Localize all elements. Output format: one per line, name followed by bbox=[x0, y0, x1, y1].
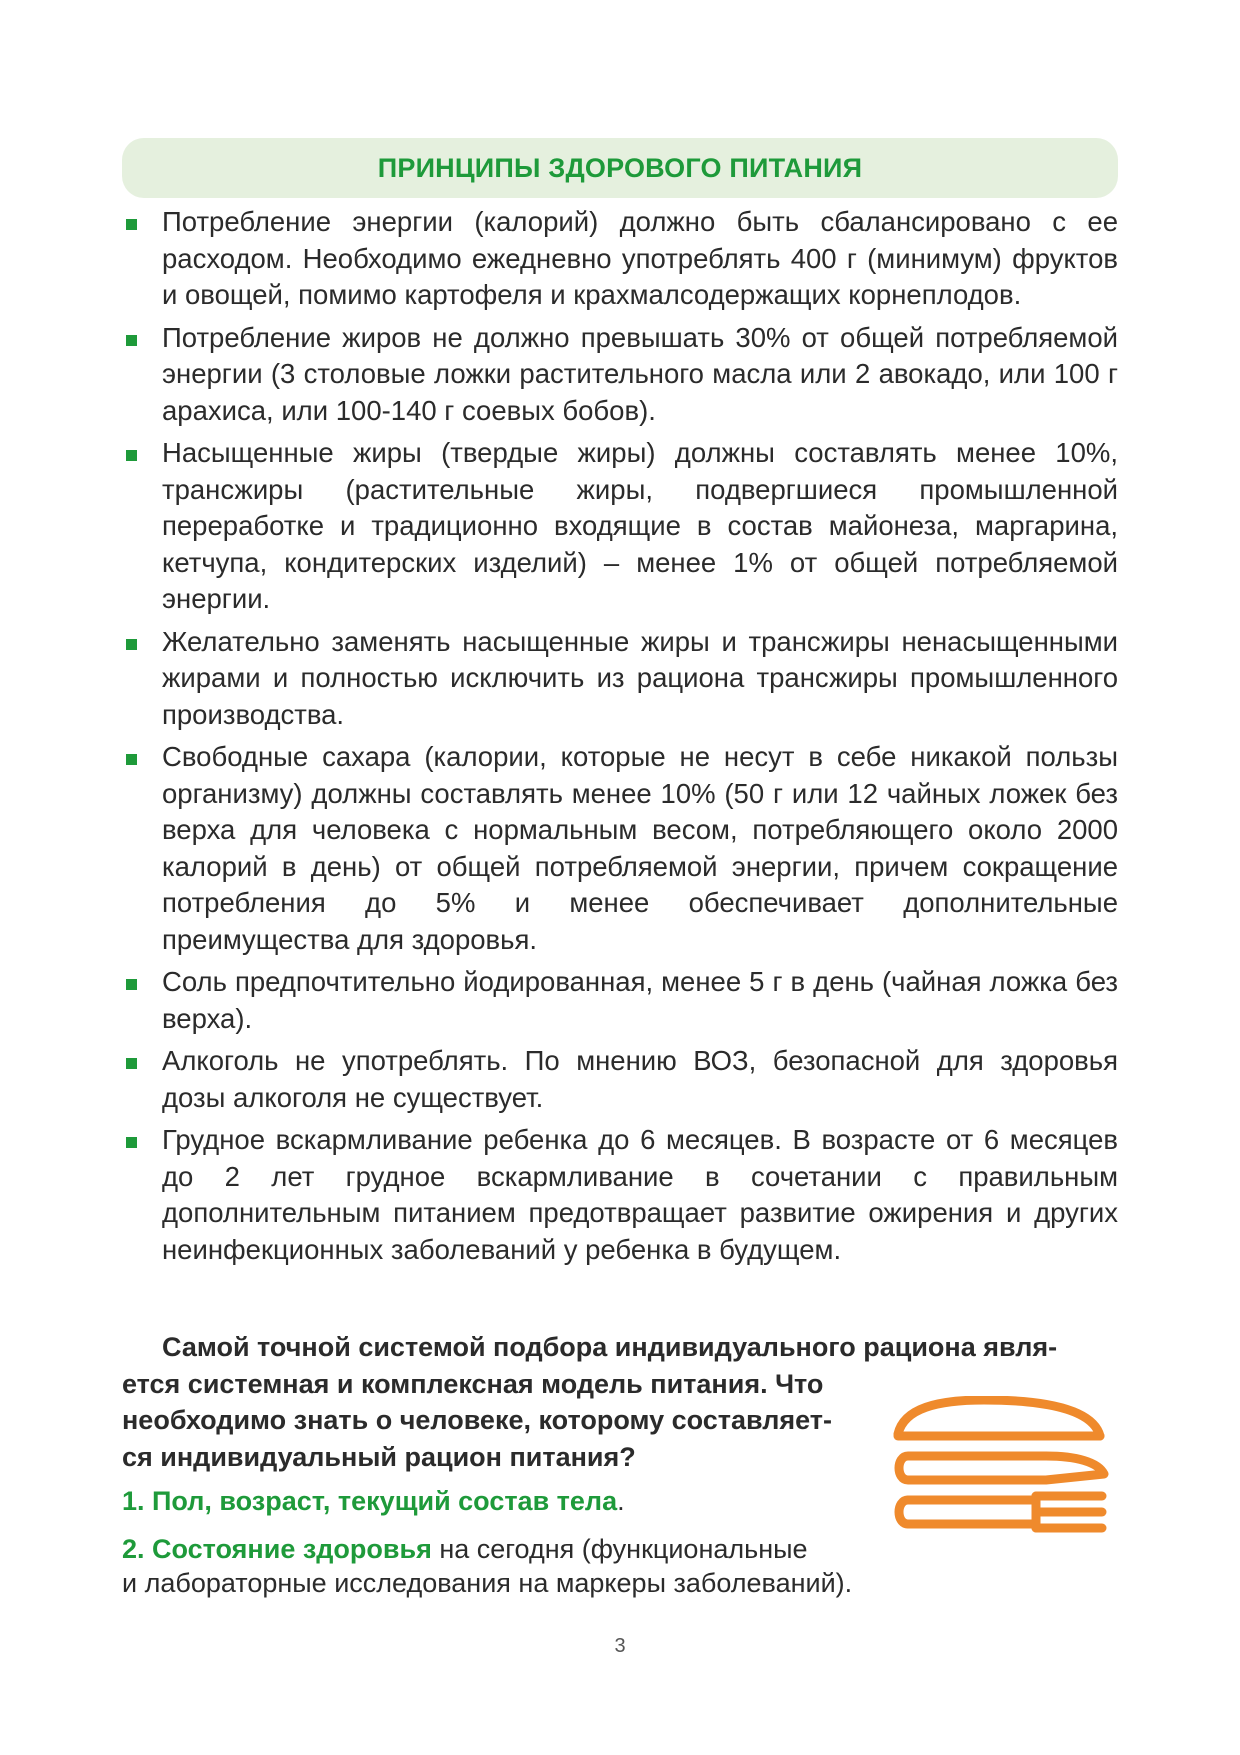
info-point-highlight: 1. Пол, возраст, текущий состав тела bbox=[122, 1486, 618, 1516]
list-item-text: Потребление энергии (калорий) должно быть сбалансировано с ее расходом. Необходимо ежедневно употреблять 400 г (минимум) фруктов и овощей, помимо картофеля и крахмалсодержащих корнеплодов. bbox=[162, 206, 1118, 310]
list-item-text: Потребление жиров не должно превышать 30% от общей потребляемой энергии (3 столовые ложки растительного масла или 2 авокадо, или 100 г арахиса, или 100-140 г соевых бобов). bbox=[162, 321, 1118, 426]
intro-line: ся индивидуальный рацион питания? bbox=[122, 1441, 636, 1472]
list-item bbox=[122, 964, 1118, 1037]
square-bullet-icon bbox=[126, 1137, 137, 1148]
list-item bbox=[122, 1043, 1118, 1116]
list-item-text: Насыщенные жиры (твердые жиры) должны составлять менее 10%, трансжиры (растительные жиры, подвергшиеся промышленной переработке и традиционно входящие в состав майонеза, маргарина, кетчупа, кондитерских изделий) – менее 1% от общей потребляемой энергии. bbox=[162, 437, 1118, 614]
list-item-text: Алкоголь не употреблять. По мнению ВОЗ, безопасной для здоровья дозы алкоголя не существует. bbox=[162, 1045, 1118, 1113]
list-item bbox=[122, 1122, 1118, 1268]
info-point-text: и лабораторные исследования на маркеры заболеваний). bbox=[122, 1568, 853, 1598]
square-bullet-icon bbox=[126, 1058, 137, 1069]
list-item-text: Свободные сахара (калории, которые не несут в себе никакой пользы организму) должны составлять менее 10% (50 г или 12 чайных ложек без верха для человека с нормальным весом, потребляющего около 2000 калорий в день) от общей потребляемой энергии, причем сокращение потребления до 5% и менее обеспечивает дополнительные преимущества для здоровья. bbox=[162, 741, 1118, 955]
info-point-highlight: 2. Состояние здоровья bbox=[122, 1534, 432, 1564]
intro-line: необходимо знать о человеке, которому составляет- bbox=[122, 1405, 833, 1435]
info-point-text: . bbox=[617, 1486, 625, 1516]
intro-line: Самой точной системой подбора индивидуального рациона явля- bbox=[162, 1332, 1058, 1362]
list-item-text: Соль предпочтительно йодированная, менее 5 г в день (чайная ложка без верха). bbox=[162, 966, 1118, 1034]
list-item bbox=[122, 204, 1118, 314]
square-bullet-icon bbox=[126, 450, 137, 461]
section-header bbox=[122, 138, 1118, 198]
list-item bbox=[122, 624, 1118, 734]
info-point-text: на сегодня (функциональные bbox=[431, 1534, 808, 1564]
square-bullet-icon bbox=[126, 754, 137, 765]
square-bullet-icon bbox=[126, 219, 137, 230]
list-item-text: Грудное вскармливание ребенка до 6 месяцев. В возрасте от 6 месяцев до 2 лет грудное вскармливание в сочетании с правильным дополнительным питанием предотвращает развитие ожирения и других неинфекционных заболеваний у ребенка в будущем. bbox=[162, 1124, 1118, 1265]
principles-list bbox=[122, 204, 1118, 1274]
page-title: ПРИНЦИПЫ ЗДОРОВОГО ПИТАНИЯ bbox=[377, 152, 863, 183]
page-number: 3 bbox=[614, 1635, 626, 1657]
square-bullet-icon bbox=[126, 639, 137, 650]
list-item-text: Желательно заменять насыщенные жиры и трансжиры ненасыщенными жирами и полностью исключить из рациона трансжиры промышленного производства. bbox=[162, 625, 1118, 730]
plate-fork-knife-icon bbox=[886, 1396, 1116, 1536]
square-bullet-icon bbox=[126, 335, 137, 346]
list-item bbox=[122, 435, 1118, 618]
info-point-1 bbox=[122, 1484, 625, 1518]
list-item bbox=[122, 320, 1118, 430]
list-item bbox=[122, 739, 1118, 958]
intro-line: ется системная и комплексная модель питания. Что bbox=[122, 1368, 824, 1399]
info-point-2 bbox=[122, 1532, 852, 1600]
square-bullet-icon bbox=[126, 979, 137, 990]
